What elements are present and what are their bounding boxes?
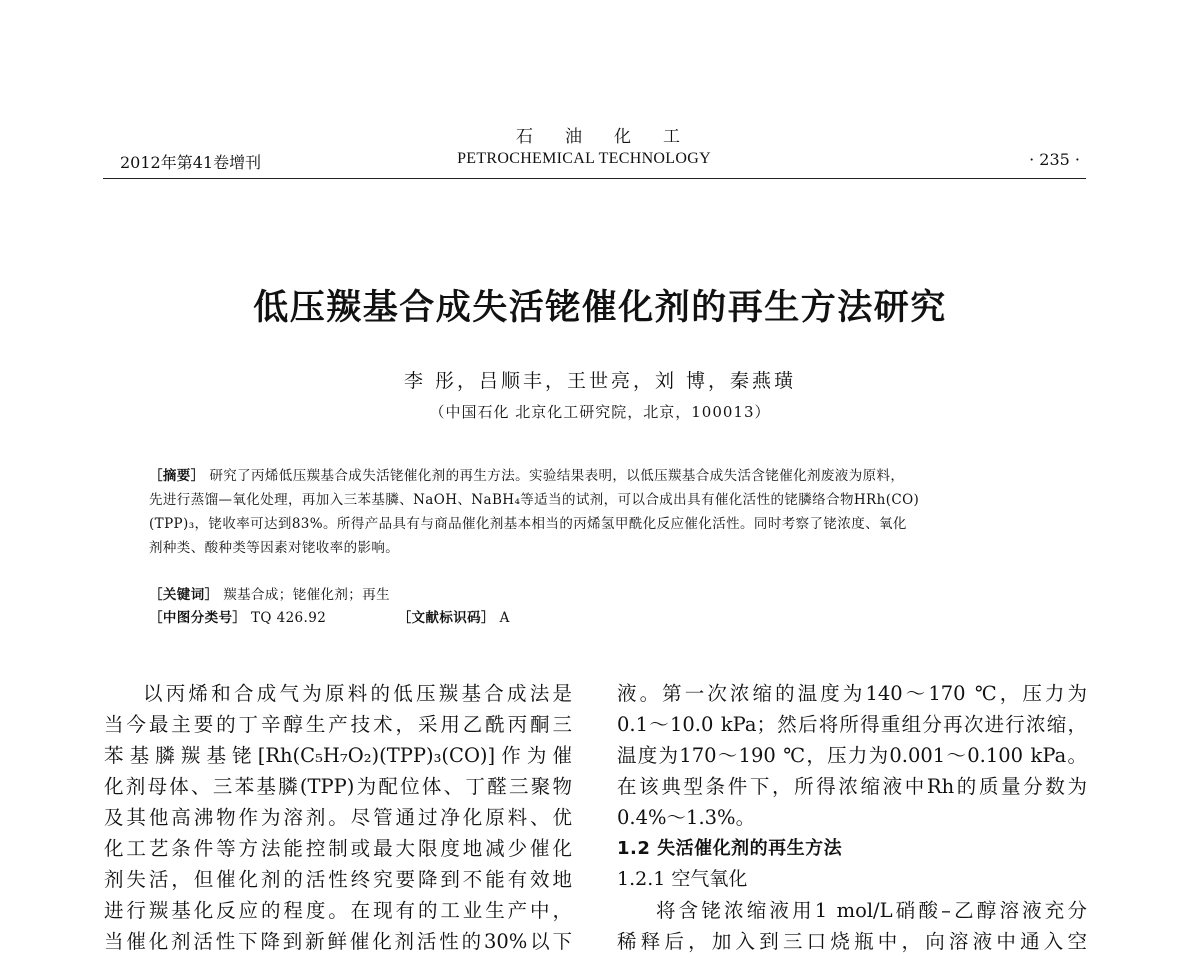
body-line: 0.1～10.0 kPa；然后将所得重组分再次进行浓缩， [617,713,1087,736]
body-line: 稀释后，加入到三口烧瓶中，向溶液中通入空 [617,930,1087,953]
abstract-line-4: 剂种类、酸种类等因素对铑收率的影响。 [149,540,400,556]
body-line: 液。第一次浓缩的温度为140～170 ℃，压力为 [617,682,1087,705]
body-line: 以丙烯和合成气为原料的低压羰基合成法是 [143,682,572,705]
abstract-text: 研究了丙烯低压羰基合成失活铑催化剂的再生方法。实验结果表明，以低压羰基合成失活含铑催化剂废液为原料， [209,468,905,484]
classification [149,606,1049,626]
paper-title: 低压羰基合成失活铑催化剂的再生方法研究 [253,288,947,328]
keywords-text: 羰基合成；铑催化剂；再生 [223,587,391,603]
body-line: 当今最主要的丁辛醇生产技术，采用乙酰丙酮三 [104,713,572,736]
body-line: 0.4%～1.3%。 [617,806,756,829]
abstract-line-3: (TPP)₃，铑收率可达到83%。所得产品具有与商品催化剂基本相当的丙烯氢甲酰化反应催化活性。同时考察了铑浓度、氧化 [149,516,907,532]
body-line: 当催化剂活性下降到新鲜催化剂活性的30%以下 [104,930,572,953]
authors: 李 彤，吕顺丰，王世亮，刘 博，秦燕璜 [403,370,797,392]
body-line: 苯基膦羰基铑[Rh(C₅H₇O₂)(TPP)₃(CO)]作为催 [104,744,572,767]
abstract [149,464,1049,560]
body-line: 进行羰基化反应的程度。在现有的工业生产中， [104,899,572,922]
abstract-label: ［摘要］ [149,468,205,484]
body-line: 及其他高沸物作为溶剂。尽管通过净化原料、优 [104,806,572,829]
body-line: 化工艺条件等方法能控制或最大限度地减少催化 [104,837,572,860]
header-rule [103,178,1086,179]
journal-char: 工 [663,127,684,147]
body-column-left [104,678,572,957]
doc-code-label: ［文献标识码］ [397,610,495,626]
body-line: 在该典型条件下，所得浓缩液中Rh的质量分数为 [617,775,1087,798]
abstract-line-2: 先进行蒸馏—氧化处理，再加入三苯基膦、NaOH、NaBH₄等适当的试剂，可以合成出具有催化活性的铑膦络合物HRh(CO) [149,492,920,508]
journal-title-en: PETROCHEMICAL TECHNOLOGY [457,150,711,167]
body-line: 化剂母体、三苯基膦(TPP)为配位体、丁醛三聚物 [104,775,572,798]
body-line: 温度为170～190 ℃，压力为0.001～0.100 kPa。 [617,744,1087,767]
section-heading: 1.2 失活催化剂的再生方法 [617,838,843,859]
keywords [149,583,1049,603]
affiliation: （中国石化 北京化工研究院，北京，100013） [429,403,771,421]
journal-char: 化 [614,127,635,147]
page-number: · 235 · [1029,150,1080,169]
journal-title-cn [0,122,1200,147]
abstract-line-1 [149,464,1049,488]
clc-value: TQ 426.92 [251,610,327,626]
body-column-right [617,678,1087,957]
clc-label: ［中图分类号］ [149,610,247,626]
body-line: 剂失活，但催化剂的活性终究要降到不能有效地 [104,868,572,891]
body-line: 将含铑浓缩液用1 mol/L硝酸–乙醇溶液充分 [656,899,1087,922]
keywords-label: ［关键词］ [149,587,219,603]
doc-code-value: A [499,610,510,626]
journal-char: 石 [516,127,537,147]
journal-char: 油 [565,127,586,147]
issue-info: 2012年第41卷增刊 [120,153,262,172]
subsection-heading: 1.2.1 空气氧化 [617,868,748,890]
